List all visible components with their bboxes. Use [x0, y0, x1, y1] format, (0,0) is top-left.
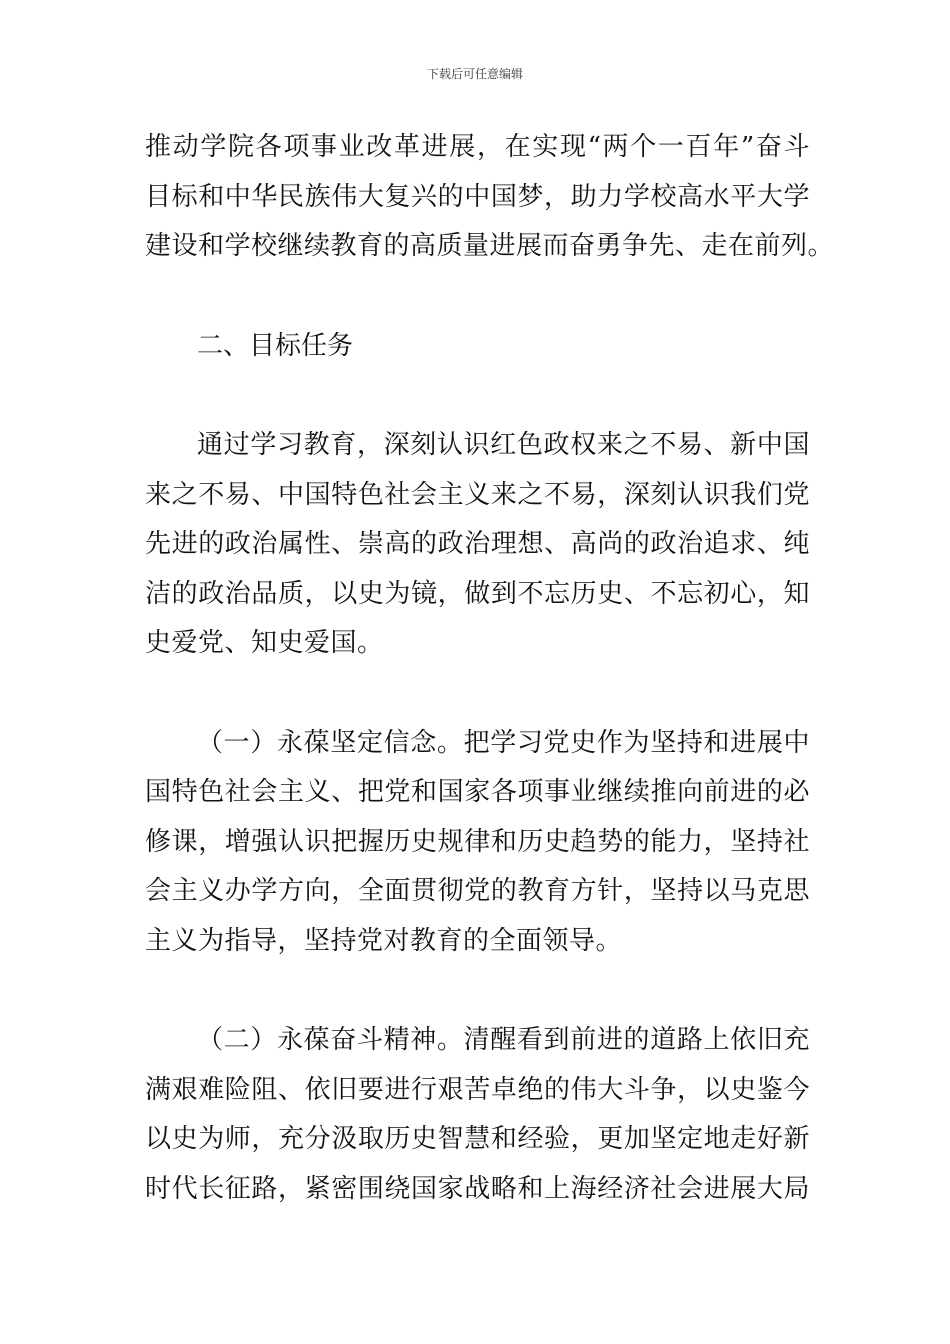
text-line: （一）永葆坚定信念。把学习党史作为坚持和进展中: [197, 727, 810, 758]
page-header: 下载后可任意编辑: [426, 67, 523, 81]
text-line: 目标和中华民族伟大复兴的中国梦，助力学校高水平大学: [145, 181, 810, 212]
text-line: 通过学习教育，深刻认识红色政权来之不易、新中国: [197, 430, 810, 460]
document-body: [145, 123, 835, 1214]
paragraph-4: [145, 1016, 810, 1214]
text-line: 以史为师，充分汲取历史智慧和经验，更加坚定地走好新: [145, 1124, 810, 1154]
text-line: 推动学院各项事业改革进展，在实现“两个一百年”奋斗: [145, 132, 810, 162]
text-line: 会主义办学方向，全面贯彻党的教育方针，坚持以马克思: [145, 876, 810, 906]
text-line: 建设和学校继续教育的高质量进展而奋勇争先、走在前列。: [145, 231, 835, 261]
text-line: 国特色社会主义、把党和国家各项事业继续推向前进的必: [145, 777, 810, 807]
text-line: 先进的政治属性、崇高的政治理想、高尚的政治追求、纯: [145, 529, 810, 559]
text-line: 史爱党、知史爱国。: [145, 628, 384, 658]
section-heading-objectives: 二、目标任务: [197, 330, 354, 361]
text-line: 主义为指导，坚持党对教育的全面领导。: [145, 925, 623, 956]
text-line: 修课，增强认识把握历史规律和历史趋势的能力，坚持社: [145, 826, 810, 857]
text-line: 满艰难险阻、依旧要进行艰苦卓绝的伟大斗争，以史鉴今: [145, 1074, 810, 1105]
paragraph-1: [145, 123, 835, 272]
paragraph-3: [145, 719, 810, 967]
text-line: 时代长征路，紧密围绕国家战略和上海经济社会进展大局: [145, 1173, 810, 1204]
paragraph-2: [145, 421, 810, 669]
text-line: 洁的政治品质，以史为镜，做到不忘历史、不忘初心，知: [145, 578, 810, 609]
text-line: （二）永葆奋斗精神。清醒看到前进的道路上依旧充: [197, 1025, 810, 1055]
text-line: 来之不易、中国特色社会主义来之不易，深刻认识我们党: [145, 479, 810, 510]
